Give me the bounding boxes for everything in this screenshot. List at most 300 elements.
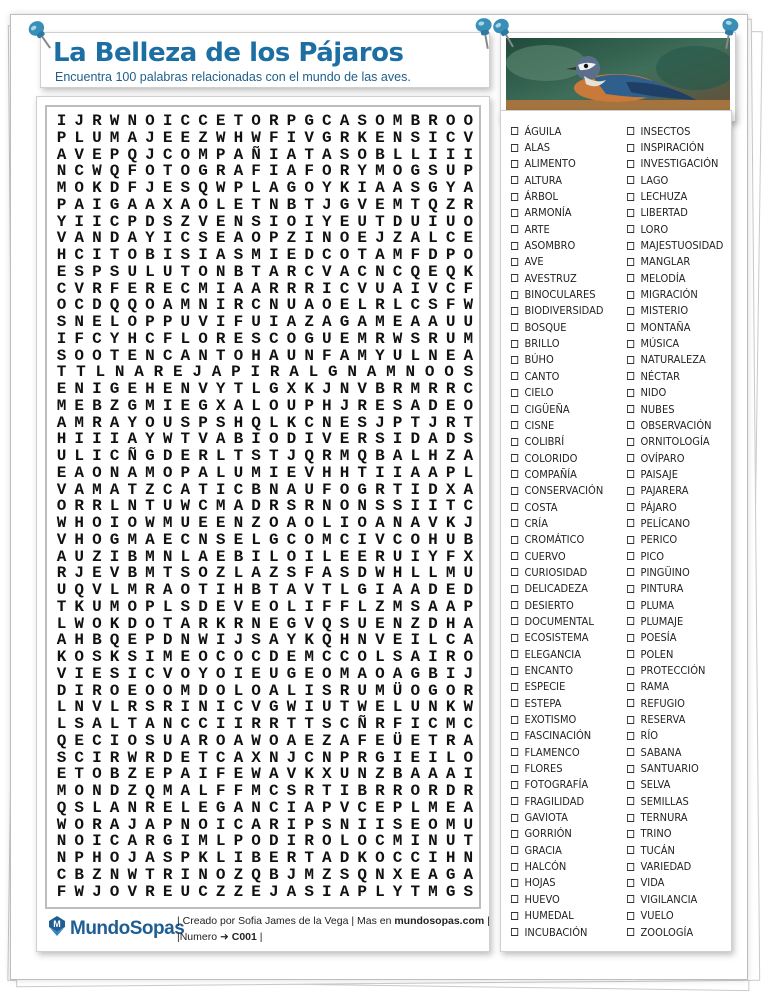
checkbox[interactable] [511, 912, 518, 920]
grid-letter[interactable]: X [162, 195, 173, 214]
grid-letter[interactable]: E [410, 748, 421, 767]
grid-letter[interactable]: T [392, 480, 403, 499]
grid-letter[interactable]: P [180, 849, 191, 867]
grid-letter[interactable]: A [74, 463, 84, 482]
grid-letter[interactable]: T [145, 497, 155, 516]
grid-letter[interactable]: R [286, 262, 297, 281]
grid-letter[interactable]: S [74, 798, 84, 817]
grid-letter[interactable]: E [445, 396, 456, 415]
grid-letter[interactable]: Y [392, 882, 403, 901]
grid-letter[interactable]: O [215, 681, 226, 700]
grid-letter[interactable]: M [392, 597, 403, 616]
grid-letter[interactable]: A [410, 313, 421, 331]
grid-letter[interactable]: H [233, 413, 244, 432]
word-list-item[interactable] [627, 188, 723, 204]
grid-letter[interactable]: Q [428, 195, 438, 214]
grid-letter[interactable]: O [145, 681, 155, 700]
word-list-item[interactable] [627, 564, 723, 580]
grid-letter[interactable]: T [215, 346, 226, 365]
grid-letter[interactable]: A [180, 765, 191, 784]
grid-letter[interactable]: K [109, 614, 120, 633]
grid-letter[interactable]: E [357, 229, 367, 248]
grid-letter[interactable]: K [357, 128, 367, 147]
grid-letter[interactable]: U [463, 815, 474, 834]
grid-letter[interactable]: Q [322, 614, 332, 633]
grid-letter[interactable]: C [304, 748, 314, 767]
grid-letter[interactable]: E [162, 179, 173, 197]
grid-letter[interactable]: R [445, 648, 456, 666]
grid-letter[interactable]: R [375, 296, 385, 315]
grid-letter[interactable]: V [92, 698, 102, 717]
word-list-item[interactable] [511, 760, 604, 776]
grid-letter[interactable]: O [233, 346, 244, 365]
grid-letter[interactable]: V [463, 128, 474, 147]
grid-letter[interactable]: I [180, 832, 191, 851]
grid-letter[interactable]: A [357, 313, 367, 331]
grid-letter[interactable]: R [92, 815, 102, 834]
grid-letter[interactable]: E [410, 731, 421, 750]
grid-letter[interactable]: P [231, 363, 241, 382]
grid-letter[interactable]: D [92, 296, 102, 315]
grid-letter[interactable]: W [180, 497, 191, 516]
checkbox[interactable] [627, 748, 634, 756]
grid-letter[interactable]: L [428, 631, 438, 650]
grid-letter[interactable]: O [198, 195, 208, 214]
grid-letter[interactable]: N [357, 765, 367, 784]
grid-letter[interactable]: F [445, 296, 456, 315]
grid-letter[interactable]: R [198, 731, 208, 750]
word-list-item[interactable] [627, 319, 723, 335]
grid-letter[interactable]: R [92, 681, 102, 700]
grid-letter[interactable]: O [145, 413, 155, 432]
grid-letter[interactable]: Q [357, 447, 367, 465]
grid-letter[interactable]: U [162, 413, 173, 432]
grid-letter[interactable]: I [92, 246, 102, 264]
grid-letter[interactable]: F [233, 313, 244, 331]
grid-letter[interactable]: D [109, 179, 120, 197]
grid-letter[interactable]: H [445, 849, 456, 867]
grid-letter[interactable]: X [251, 748, 261, 767]
grid-letter[interactable]: M [445, 564, 456, 583]
grid-letter[interactable]: F [322, 480, 332, 499]
grid-letter[interactable]: A [286, 514, 297, 532]
checkbox[interactable] [627, 895, 634, 903]
grid-letter[interactable]: E [56, 262, 67, 281]
grid-letter[interactable]: M [392, 246, 403, 264]
word-list-item[interactable] [627, 646, 723, 662]
grid-letter[interactable]: O [304, 514, 314, 532]
grid-letter[interactable]: I [74, 664, 84, 683]
grid-letter[interactable]: V [357, 195, 367, 214]
word-list-item[interactable] [627, 466, 723, 482]
grid-letter[interactable]: R [304, 832, 314, 851]
grid-letter[interactable]: I [92, 832, 102, 851]
grid-letter[interactable]: B [92, 396, 102, 415]
checkbox[interactable] [627, 634, 634, 642]
grid-letter[interactable]: L [251, 380, 261, 398]
grid-letter[interactable]: W [215, 128, 226, 147]
grid-letter[interactable]: I [410, 715, 421, 733]
grid-letter[interactable]: P [233, 832, 244, 851]
checkbox[interactable] [627, 291, 634, 299]
grid-letter[interactable]: P [339, 748, 350, 767]
grid-letter[interactable]: A [251, 564, 261, 583]
grid-letter[interactable]: D [445, 782, 456, 800]
grid-letter[interactable]: A [410, 765, 421, 784]
grid-letter[interactable]: N [428, 346, 438, 365]
grid-letter[interactable]: G [127, 396, 138, 415]
grid-letter[interactable]: S [410, 329, 421, 348]
grid-letter[interactable]: N [339, 815, 350, 834]
grid-letter[interactable]: R [463, 681, 474, 700]
word-list-item[interactable] [627, 270, 723, 286]
grid-letter[interactable]: A [198, 463, 208, 482]
grid-letter[interactable]: C [463, 380, 474, 398]
grid-letter[interactable]: E [304, 664, 314, 683]
grid-letter[interactable]: A [145, 849, 155, 867]
grid-letter[interactable]: J [145, 145, 155, 164]
grid-letter[interactable]: E [180, 748, 191, 767]
grid-letter[interactable]: Y [145, 430, 155, 449]
grid-letter[interactable]: A [251, 815, 261, 834]
grid-letter[interactable]: L [322, 547, 332, 566]
grid-letter[interactable]: I [198, 246, 208, 264]
grid-letter[interactable]: A [92, 715, 102, 733]
checkbox[interactable] [627, 176, 634, 184]
grid-letter[interactable]: M [251, 463, 261, 482]
checkbox[interactable] [627, 503, 634, 511]
checkbox[interactable] [627, 667, 634, 675]
grid-letter[interactable]: I [428, 748, 438, 767]
grid-letter[interactable]: I [127, 664, 138, 683]
word-list-item[interactable] [627, 352, 723, 368]
grid-letter[interactable]: N [56, 832, 67, 851]
grid-letter[interactable]: M [392, 112, 403, 130]
grid-letter[interactable]: Y [375, 346, 385, 365]
grid-letter[interactable]: S [375, 497, 385, 516]
grid-letter[interactable]: I [215, 631, 226, 650]
word-list-item[interactable] [627, 875, 723, 891]
checkbox[interactable] [511, 699, 518, 707]
grid-letter[interactable]: A [145, 815, 155, 834]
grid-letter[interactable]: Z [127, 782, 138, 800]
grid-letter[interactable]: F [268, 128, 279, 147]
grid-letter[interactable]: E [428, 262, 438, 281]
grid-letter[interactable]: S [428, 162, 438, 181]
grid-letter[interactable]: R [357, 430, 367, 449]
grid-letter[interactable]: N [198, 865, 208, 884]
grid-letter[interactable]: Z [198, 128, 208, 147]
grid-letter[interactable]: L [268, 413, 279, 432]
grid-letter[interactable]: D [109, 782, 120, 800]
grid-letter[interactable]: T [410, 413, 421, 432]
checkbox[interactable] [627, 830, 634, 838]
grid-letter[interactable]: N [215, 262, 226, 281]
grid-letter[interactable]: O [74, 832, 84, 851]
grid-letter[interactable]: I [109, 547, 120, 566]
grid-letter[interactable]: B [233, 262, 244, 281]
grid-letter[interactable]: W [463, 296, 474, 315]
grid-letter[interactable]: T [428, 731, 438, 750]
grid-letter[interactable]: A [162, 581, 173, 599]
grid-letter[interactable]: E [127, 346, 138, 365]
grid-letter[interactable]: V [304, 581, 314, 599]
word-list-item[interactable] [627, 548, 723, 564]
grid-letter[interactable]: A [233, 798, 244, 817]
grid-letter[interactable]: I [304, 681, 314, 700]
grid-letter[interactable]: G [357, 581, 367, 599]
grid-letter[interactable]: Q [74, 581, 84, 599]
grid-letter[interactable]: F [357, 731, 367, 750]
grid-letter[interactable]: Z [375, 765, 385, 784]
grid-letter[interactable]: E [268, 849, 279, 867]
grid-letter[interactable]: N [392, 514, 403, 532]
grid-letter[interactable]: J [268, 882, 279, 901]
grid-letter[interactable]: L [410, 564, 421, 583]
grid-letter[interactable]: G [162, 832, 173, 851]
grid-letter[interactable]: O [74, 815, 84, 834]
grid-letter[interactable]: H [322, 463, 332, 482]
grid-letter[interactable]: J [375, 413, 385, 432]
grid-letter[interactable]: N [392, 128, 403, 147]
grid-letter[interactable]: I [410, 279, 421, 298]
grid-letter[interactable]: D [268, 648, 279, 666]
grid-letter[interactable]: J [286, 447, 297, 465]
grid-letter[interactable]: F [304, 564, 314, 583]
grid-letter[interactable]: X [392, 865, 403, 884]
grid-letter[interactable]: D [463, 581, 474, 599]
grid-letter[interactable]: P [56, 128, 67, 147]
grid-letter[interactable]: N [375, 865, 385, 884]
word-list-item[interactable] [511, 352, 604, 368]
grid-letter[interactable]: A [56, 145, 67, 164]
grid-letter[interactable]: G [198, 396, 208, 415]
grid-letter[interactable]: E [304, 731, 314, 750]
grid-letter[interactable]: A [134, 363, 144, 382]
grid-letter[interactable]: L [180, 798, 191, 817]
word-list-item[interactable] [627, 254, 723, 270]
grid-letter[interactable]: S [339, 145, 350, 164]
grid-letter[interactable]: N [347, 363, 357, 382]
grid-letter[interactable]: X [215, 396, 226, 415]
grid-letter[interactable]: L [180, 547, 191, 566]
grid-letter[interactable]: G [428, 179, 438, 197]
grid-letter[interactable]: L [410, 798, 421, 817]
grid-letter[interactable]: Y [56, 212, 67, 231]
grid-letter[interactable]: J [339, 396, 350, 415]
grid-letter[interactable]: H [127, 329, 138, 348]
grid-letter[interactable]: R [339, 162, 350, 181]
grid-letter[interactable]: A [233, 748, 244, 767]
grid-letter[interactable]: C [109, 212, 120, 231]
checkbox[interactable] [511, 405, 518, 413]
grid-letter[interactable]: R [145, 882, 155, 901]
grid-letter[interactable]: O [463, 396, 474, 415]
grid-letter[interactable]: F [109, 279, 120, 298]
grid-letter[interactable]: O [251, 681, 261, 700]
word-list-item[interactable] [627, 744, 723, 760]
checkbox[interactable] [511, 258, 518, 266]
checkbox[interactable] [627, 601, 634, 609]
grid-letter[interactable]: M [410, 380, 421, 398]
grid-letter[interactable]: K [56, 648, 67, 666]
grid-letter[interactable]: P [463, 162, 474, 181]
grid-letter[interactable]: R [339, 128, 350, 147]
grid-letter[interactable]: V [56, 664, 67, 683]
grid-letter[interactable]: S [56, 313, 67, 331]
grid-letter[interactable]: Z [268, 564, 279, 583]
word-list-item[interactable] [511, 205, 604, 221]
grid-letter[interactable]: I [357, 530, 367, 549]
grid-letter[interactable]: A [268, 765, 279, 784]
checkbox[interactable] [627, 225, 634, 233]
word-list-item[interactable] [511, 270, 604, 286]
grid-letter[interactable]: I [162, 112, 173, 130]
word-list-item[interactable] [511, 286, 604, 302]
grid-letter[interactable]: C [233, 698, 244, 717]
grid-letter[interactable]: E [392, 313, 403, 331]
grid-letter[interactable]: C [180, 279, 191, 298]
grid-letter[interactable]: G [268, 530, 279, 549]
grid-letter[interactable]: T [198, 748, 208, 767]
grid-letter[interactable]: L [357, 597, 367, 616]
grid-letter[interactable]: T [145, 865, 155, 884]
grid-letter[interactable]: M [145, 564, 155, 583]
grid-letter[interactable]: O [198, 564, 208, 583]
grid-letter[interactable]: E [286, 246, 297, 264]
grid-letter[interactable]: E [410, 865, 421, 884]
grid-letter[interactable]: A [445, 765, 456, 784]
grid-letter[interactable]: E [127, 380, 138, 398]
grid-letter[interactable]: Q [109, 162, 120, 181]
grid-letter[interactable]: I [215, 698, 226, 717]
checkbox[interactable] [627, 389, 634, 397]
grid-letter[interactable]: D [428, 480, 438, 499]
grid-letter[interactable]: O [339, 497, 350, 516]
grid-letter[interactable]: C [215, 648, 226, 666]
grid-letter[interactable]: O [109, 849, 120, 867]
grid-letter[interactable]: C [180, 112, 191, 130]
grid-letter[interactable]: A [366, 363, 377, 382]
grid-letter[interactable]: C [268, 798, 279, 817]
grid-letter[interactable]: A [463, 631, 474, 650]
checkbox[interactable] [511, 536, 518, 544]
grid-letter[interactable]: R [304, 279, 314, 298]
grid-letter[interactable]: K [215, 614, 226, 633]
grid-letter[interactable]: R [392, 782, 403, 800]
grid-letter[interactable]: R [269, 363, 280, 382]
grid-letter[interactable]: I [74, 212, 84, 231]
grid-letter[interactable]: L [251, 396, 261, 415]
grid-letter[interactable]: I [92, 430, 102, 449]
grid-letter[interactable]: I [268, 313, 279, 331]
checkbox[interactable] [511, 372, 518, 380]
grid-letter[interactable]: O [127, 731, 138, 750]
grid-letter[interactable]: M [127, 530, 138, 549]
word-list-item[interactable] [511, 858, 604, 874]
grid-letter[interactable]: H [322, 396, 332, 415]
grid-letter[interactable]: O [357, 648, 367, 666]
grid-letter[interactable]: A [322, 849, 332, 867]
grid-letter[interactable]: P [304, 396, 314, 415]
checkbox[interactable] [511, 127, 518, 135]
grid-letter[interactable]: S [339, 614, 350, 633]
grid-letter[interactable]: W [198, 631, 208, 650]
grid-letter[interactable]: G [327, 363, 338, 382]
grid-letter[interactable]: U [357, 614, 367, 633]
grid-letter[interactable]: E [445, 346, 456, 365]
grid-letter[interactable]: O [92, 346, 102, 365]
word-list-item[interactable] [511, 548, 604, 564]
grid-letter[interactable]: L [308, 363, 319, 382]
checkbox[interactable] [511, 389, 518, 397]
grid-letter[interactable]: I [268, 145, 279, 164]
grid-letter[interactable]: N [428, 698, 438, 717]
grid-letter[interactable]: Z [251, 514, 261, 532]
grid-letter[interactable]: S [127, 648, 138, 666]
grid-letter[interactable]: U [233, 463, 244, 482]
word-list-item[interactable] [627, 728, 723, 744]
grid-letter[interactable]: Z [445, 447, 456, 465]
grid-letter[interactable]: A [286, 480, 297, 499]
grid-letter[interactable]: S [180, 413, 191, 432]
grid-letter[interactable]: A [428, 313, 438, 331]
grid-letter[interactable]: A [375, 179, 385, 197]
grid-letter[interactable]: B [268, 865, 279, 884]
grid-letter[interactable]: C [74, 246, 84, 264]
word-list-item[interactable] [511, 221, 604, 237]
grid-letter[interactable]: A [127, 128, 138, 147]
checkbox[interactable] [511, 225, 518, 233]
grid-letter[interactable]: A [233, 497, 244, 516]
grid-letter[interactable]: A [268, 631, 279, 650]
grid-letter[interactable]: Y [198, 664, 208, 683]
grid-letter[interactable]: T [162, 614, 173, 633]
grid-letter[interactable]: A [180, 731, 191, 750]
grid-letter[interactable]: D [268, 832, 279, 851]
grid-letter[interactable]: W [392, 329, 403, 348]
grid-letter[interactable]: T [463, 832, 474, 851]
grid-letter[interactable]: P [445, 463, 456, 482]
grid-letter[interactable]: P [286, 112, 297, 130]
word-list-item[interactable] [627, 695, 723, 711]
grid-letter[interactable]: I [268, 212, 279, 231]
checkbox[interactable] [627, 928, 634, 936]
grid-letter[interactable]: Y [109, 329, 120, 348]
grid-letter[interactable]: P [145, 313, 155, 331]
grid-letter[interactable]: T [56, 597, 67, 616]
grid-letter[interactable]: N [357, 497, 367, 516]
grid-letter[interactable]: E [339, 547, 350, 566]
grid-letter[interactable]: N [109, 865, 120, 884]
grid-letter[interactable]: M [251, 246, 261, 264]
grid-letter[interactable]: E [180, 396, 191, 415]
grid-letter[interactable]: I [322, 279, 332, 298]
grid-letter[interactable]: Z [304, 313, 314, 331]
grid-letter[interactable]: U [162, 262, 173, 281]
grid-letter[interactable]: P [357, 882, 367, 901]
grid-letter[interactable]: I [410, 832, 421, 851]
grid-letter[interactable]: S [251, 631, 261, 650]
grid-letter[interactable]: U [339, 765, 350, 784]
grid-letter[interactable]: O [109, 882, 120, 901]
grid-letter[interactable]: G [357, 480, 367, 499]
grid-letter[interactable]: L [375, 882, 385, 901]
grid-letter[interactable]: A [268, 681, 279, 700]
grid-letter[interactable]: E [172, 363, 183, 382]
grid-letter[interactable]: P [392, 413, 403, 432]
grid-letter[interactable]: C [268, 782, 279, 800]
